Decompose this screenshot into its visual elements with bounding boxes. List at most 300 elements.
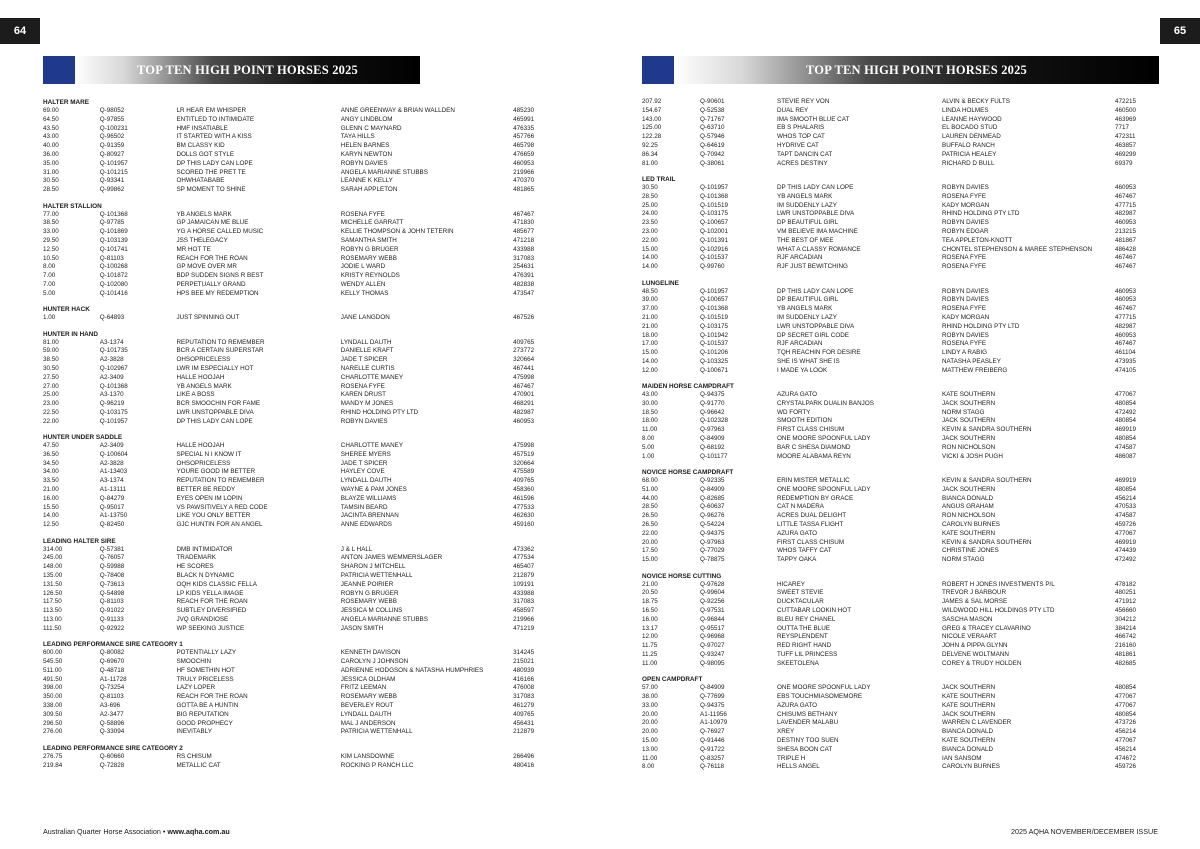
horse-name: GP MOVE OVER MR xyxy=(176,263,237,271)
horse-name: IMA SMOOTH BLUE CAT xyxy=(777,115,850,123)
member-number: 473547 xyxy=(513,289,535,297)
owner-name: KATE SOUTHERN xyxy=(942,391,996,399)
member-number: 468291 xyxy=(513,400,535,408)
points: 14.00 xyxy=(642,263,658,271)
horse-name: WHOS TOP CAT xyxy=(777,133,825,141)
points: 18.75 xyxy=(642,598,658,606)
table-row xyxy=(642,116,1156,125)
points: 511.00 xyxy=(43,666,62,674)
table-row xyxy=(43,272,543,281)
points: 13.17 xyxy=(642,624,658,632)
table-row xyxy=(43,486,543,495)
registration-number: A3-696 xyxy=(99,701,121,709)
table-row xyxy=(43,255,543,264)
member-number: 459160 xyxy=(513,521,535,529)
table-row xyxy=(642,426,1156,435)
owner-name: MAL J ANDERSON xyxy=(340,719,396,727)
points: 64.50 xyxy=(43,115,59,123)
points: 13.00 xyxy=(642,745,658,753)
points: 10.50 xyxy=(43,254,59,262)
registration-number: Q-91359 xyxy=(99,142,125,150)
points: 43.00 xyxy=(642,391,658,399)
horse-name: HALLE HOOJAH xyxy=(176,373,225,381)
registration-number: Q-54898 xyxy=(99,589,125,597)
owner-name: CHARLOTTE MANEY xyxy=(340,373,404,381)
owner-name: ROSENA FYFE xyxy=(942,340,987,348)
table-row xyxy=(43,142,543,151)
owner-name: ROSENA FYFE xyxy=(340,382,385,390)
owner-name: MATTHEW FREIBERG xyxy=(942,366,1008,374)
member-number: 459726 xyxy=(1115,521,1137,529)
registration-number: Q-94375 xyxy=(700,391,725,399)
points: 1.00 xyxy=(642,452,655,460)
table-row xyxy=(43,116,543,125)
owner-name: BIANCA DONALD xyxy=(942,494,994,502)
category-section xyxy=(642,382,1156,461)
registration-number: Q-100657 xyxy=(700,296,729,304)
horse-name: BCR A CERTAIN SUPERSTAR xyxy=(176,347,264,355)
footer-url[interactable]: www.aqha.com.au xyxy=(167,827,230,836)
points: 30.50 xyxy=(43,364,59,372)
table-row xyxy=(642,444,1156,453)
member-number: 467526 xyxy=(513,314,535,322)
registration-number: Q-68192 xyxy=(700,443,725,451)
owner-name: PATRICIA WETTENHALL xyxy=(340,728,413,736)
registration-number: Q-96219 xyxy=(99,400,125,408)
owner-name: SAMANTHA SMITH xyxy=(340,236,397,244)
table-row xyxy=(642,512,1156,521)
horse-name: YG A HORSE CALLED MUSIC xyxy=(176,228,264,236)
table-row xyxy=(642,746,1156,755)
owner-name: LINDY A RABIG xyxy=(942,349,988,357)
points: 12.00 xyxy=(642,633,658,641)
owner-name: LEANNE K KELLY xyxy=(340,177,393,185)
owner-name: ROSENA FYFE xyxy=(942,254,987,262)
registration-number: Q-76118 xyxy=(700,763,725,771)
registration-number: Q-103175 xyxy=(700,210,729,218)
table-row xyxy=(642,210,1156,219)
category-section xyxy=(43,640,543,737)
table-row xyxy=(642,607,1156,616)
registration-number: Q-84909 xyxy=(700,435,725,443)
horse-name: REDEMPTION BY GRACE xyxy=(777,494,854,502)
horse-name: DP THIS LADY CAN LOPE xyxy=(777,287,854,295)
table-row xyxy=(642,486,1156,495)
registration-number: A1-13403 xyxy=(99,468,128,476)
points: 7.00 xyxy=(43,280,56,288)
registration-number: Q-48718 xyxy=(99,666,125,674)
horse-name: WHOS TAFFY CAT xyxy=(777,547,832,555)
horse-name: AZURA GATO xyxy=(777,701,818,709)
horse-name: CRYSTALPARK DUALIN BANJOS xyxy=(777,399,874,407)
registration-number: Q-101537 xyxy=(700,340,729,348)
table-row xyxy=(43,468,543,477)
owner-name: ROBYN G BRUGER xyxy=(340,245,399,253)
member-number: 485677 xyxy=(513,228,535,236)
points: 143.00 xyxy=(642,115,662,123)
points: 8.00 xyxy=(43,263,56,271)
category-section xyxy=(43,98,543,195)
banner-title: TOP TEN HIGH POINT HORSES 2025 xyxy=(674,56,1159,84)
horse-name: DP BEAUTIFUL GIRL xyxy=(777,296,839,304)
owner-name: JOHN & PIPPA GLYNN xyxy=(942,642,1008,650)
horse-name: JUST SPINNING OUT xyxy=(176,314,240,322)
owner-name: NICOLE VERAART xyxy=(942,633,997,641)
table-row xyxy=(642,367,1156,376)
table-row xyxy=(43,554,543,563)
member-number: 466742 xyxy=(1115,633,1137,641)
horse-name: YB ANGELS MARK xyxy=(176,210,232,218)
owner-name: ANGUS GRAHAM xyxy=(942,503,994,511)
horse-name: LWR UNSTOPPABLE DIVA xyxy=(777,322,855,330)
horse-name: SHE IS WHAT SHE IS xyxy=(777,357,840,365)
registration-number: Q-99604 xyxy=(700,589,725,597)
table-row xyxy=(43,314,543,323)
owner-name: BUFFALO RANCH xyxy=(942,141,995,149)
member-number: 433988 xyxy=(513,245,535,253)
points: 40.00 xyxy=(43,142,59,150)
points: 31.00 xyxy=(43,168,59,176)
registration-number: Q-80082 xyxy=(99,649,125,657)
banner-accent xyxy=(642,56,674,84)
table-row xyxy=(43,263,543,272)
horse-name: JSS THELEGACY xyxy=(176,236,228,244)
registration-number: Q-82685 xyxy=(700,494,725,502)
registration-number: Q-82450 xyxy=(99,521,125,529)
horse-name: BIG REPUTATION xyxy=(176,710,229,718)
table-row xyxy=(642,495,1156,504)
category-section xyxy=(43,202,543,299)
horse-name: SUBTLEY DIVERSIFIED xyxy=(176,607,247,615)
horse-name: HYDRIVE CAT xyxy=(777,141,819,149)
registration-number: Q-101957 xyxy=(99,159,128,167)
member-number: 469299 xyxy=(1115,150,1137,158)
horse-name: YOURE GOOD IM BETTER xyxy=(176,468,256,476)
horse-name: ONE MOORE SPOONFUL LADY xyxy=(777,435,871,443)
horse-name: ERIN MISTER METALLIC xyxy=(777,477,850,485)
table-row xyxy=(43,160,543,169)
points: 86.34 xyxy=(642,150,658,158)
table-row xyxy=(642,530,1156,539)
member-number: 467467 xyxy=(1115,305,1137,313)
registration-number: Q-73254 xyxy=(99,684,125,692)
table-row xyxy=(642,737,1156,746)
table-row xyxy=(642,160,1156,169)
owner-name: ROCKING P RANCH LLC xyxy=(340,761,414,769)
horse-name: BM CLASSY KID xyxy=(176,142,225,150)
horse-name: LWR UNSTOPPABLE DIVA xyxy=(176,408,254,416)
horse-name: ONE MOORE SPOONFUL LADY xyxy=(777,485,871,493)
footer-issue: 2025 AQHA NOVEMBER/DECEMBER ISSUE xyxy=(1011,827,1158,836)
member-number: 485230 xyxy=(513,107,535,114)
owner-name: SHEREE MYERS xyxy=(340,450,391,458)
points: 36.50 xyxy=(43,450,59,458)
registration-number: Q-101872 xyxy=(99,272,128,280)
horse-name: PERPETUALLY GRAND xyxy=(176,280,246,288)
table-row xyxy=(642,263,1156,272)
points: 20.00 xyxy=(642,710,658,718)
table-row xyxy=(642,642,1156,651)
member-number: 481867 xyxy=(1115,236,1137,244)
horse-name: REACH FOR THE ROAN xyxy=(176,598,248,606)
owner-name: LAUREN DENMEAD xyxy=(942,133,1001,141)
horse-name: RJF ARCADIAN xyxy=(777,254,823,262)
horse-name: DP BEAUTIFUL GIRL xyxy=(777,219,839,227)
registration-number: Q-101957 xyxy=(99,417,128,425)
member-number: 465407 xyxy=(513,563,535,571)
horse-name: TRIPLE H xyxy=(777,754,806,762)
horse-name: DP SECRET GIRL CODE xyxy=(777,331,849,339)
registration-number: Q-95517 xyxy=(700,624,725,632)
owner-name: JADE T SPICER xyxy=(340,459,388,467)
registration-number: Q-60637 xyxy=(700,503,725,511)
horse-name: BDP SUDDEN SIGNS R BEST xyxy=(176,272,264,280)
member-number: 459726 xyxy=(1115,763,1137,771)
owner-name: PATRICIA HEALEY xyxy=(942,150,997,158)
member-number: 212879 xyxy=(513,572,535,580)
owner-name: JANE LANGDON xyxy=(340,314,390,322)
category-section xyxy=(43,537,543,634)
points: 1.00 xyxy=(43,314,56,322)
horse-name: CHISUMS BETHANY xyxy=(777,710,838,718)
points: 22.00 xyxy=(642,529,658,537)
owner-name: TAMSIN BEARD xyxy=(340,503,388,511)
owner-name: BLAYZE WILLIAMS xyxy=(340,494,397,502)
table-row xyxy=(642,693,1156,702)
points: 33.00 xyxy=(43,228,59,236)
member-number: 481861 xyxy=(1115,651,1137,658)
registration-number: Q-101942 xyxy=(700,331,729,339)
registration-number: Q-92256 xyxy=(700,598,725,606)
owner-name: CHARLOTTE MANEY xyxy=(340,442,404,450)
owner-name: NATASHA PEASLEY xyxy=(942,357,1001,365)
horse-name: OHSOPRICELESS xyxy=(176,459,231,467)
points: 38.00 xyxy=(642,692,658,700)
horse-name: GP JAMAICAN ME BLUE xyxy=(176,219,249,227)
member-number: 460953 xyxy=(1115,331,1137,339)
points: 122.28 xyxy=(642,133,662,141)
member-number: 475998 xyxy=(513,373,535,381)
registration-number: Q-102916 xyxy=(700,245,729,253)
owner-name: RICHARD D BULL xyxy=(942,159,995,167)
member-number: 456214 xyxy=(1115,745,1137,753)
horse-name: INEVITABLY xyxy=(176,728,212,736)
member-number: 476008 xyxy=(513,684,535,692)
registration-number: Q-84279 xyxy=(99,494,125,502)
horse-name: WHAT A CLASSY ROMANCE xyxy=(777,245,861,253)
table-row xyxy=(43,365,543,374)
registration-number: Q-97963 xyxy=(700,426,725,434)
horse-name: HPS BEE MY REDEMPTION xyxy=(176,289,259,297)
table-row xyxy=(43,711,543,720)
points: 22.00 xyxy=(642,236,658,244)
registration-number: Q-33094 xyxy=(99,728,125,736)
table-row xyxy=(642,151,1156,160)
points: 36.00 xyxy=(43,150,59,158)
member-number: 477067 xyxy=(1115,692,1137,700)
owner-name: ANGELA MARIANNE STUBBS xyxy=(340,168,428,176)
member-number: 462630 xyxy=(513,512,535,520)
points: 59.00 xyxy=(43,347,59,355)
owner-name: KENNETH DAVISON xyxy=(340,649,401,657)
owner-name: JESSICA M COLLINS xyxy=(340,607,403,615)
owner-name: PATRICIA WETTENHALL xyxy=(340,572,413,580)
points: 24.00 xyxy=(642,210,658,218)
points: 22.00 xyxy=(43,417,59,425)
table-row xyxy=(642,184,1156,193)
horse-name: DUAL REY xyxy=(777,106,809,114)
member-number: 471912 xyxy=(1115,598,1137,606)
points: 15.00 xyxy=(642,245,658,253)
registration-number: Q-99862 xyxy=(99,186,125,194)
owner-name: KIM LANSDOWNE xyxy=(340,752,395,760)
horse-name: DOLLS GOT STYLE xyxy=(176,150,235,158)
member-number: 480854 xyxy=(1115,417,1137,425)
member-number: 460953 xyxy=(513,159,535,167)
horse-name: OUTTA THE BLUE xyxy=(777,624,830,632)
points: 338.00 xyxy=(43,701,63,709)
owner-name: JEANNE POIRIER xyxy=(340,580,394,588)
registration-number: Q-97963 xyxy=(700,538,725,546)
points: 20.50 xyxy=(642,589,658,597)
table-row xyxy=(43,762,543,771)
registration-number: Q-76057 xyxy=(99,554,125,562)
registration-number: A3-1374 xyxy=(99,477,124,485)
owner-name: JACK SOUTHERN xyxy=(942,485,996,493)
member-number: 482685 xyxy=(1115,659,1137,667)
table-row xyxy=(43,125,543,134)
member-number: 215021 xyxy=(513,658,535,665)
owner-name: LYNDALL DAUTH xyxy=(340,710,392,718)
table-row xyxy=(642,349,1156,358)
table-row xyxy=(43,753,543,762)
registration-number: Q-102967 xyxy=(99,364,128,372)
member-number: 470370 xyxy=(513,177,535,185)
table-row xyxy=(43,521,543,530)
member-number: 475589 xyxy=(513,468,535,476)
owner-name: ROBYN G BRUGER xyxy=(340,589,399,597)
table-row xyxy=(43,186,543,195)
registration-number: Q-100231 xyxy=(99,124,128,132)
member-number: 486428 xyxy=(1115,245,1137,253)
member-number: 320664 xyxy=(513,356,535,364)
horse-name: YB ANGELS MARK xyxy=(777,192,833,200)
page-number-left: 64 xyxy=(0,18,40,44)
points: 48.50 xyxy=(642,287,658,295)
member-number: 471830 xyxy=(513,219,535,227)
member-number: 320664 xyxy=(513,459,535,467)
points: 276.00 xyxy=(43,728,63,736)
category-title: HALTER STALLION xyxy=(43,202,102,210)
registration-number: Q-63710 xyxy=(700,124,725,132)
registration-number: Q-92922 xyxy=(99,624,125,632)
horse-name: STEVIE REY VON xyxy=(777,98,830,105)
horse-name: HICAREY xyxy=(777,580,805,588)
member-number: 456214 xyxy=(1115,728,1137,736)
member-number: 475998 xyxy=(513,442,535,450)
points: 29.50 xyxy=(43,236,59,244)
table-row xyxy=(43,607,543,616)
table-row xyxy=(642,581,1156,590)
registration-number: Q-103175 xyxy=(700,322,729,330)
table-row xyxy=(43,409,543,418)
points: 51.00 xyxy=(642,485,658,493)
table-row xyxy=(43,598,543,607)
registration-number: Q-96642 xyxy=(700,408,725,416)
points: 92.25 xyxy=(642,141,658,149)
owner-name: KELLY THOMAS xyxy=(340,289,389,297)
points: 27.00 xyxy=(43,382,59,390)
owner-name: JACK SOUTHERN xyxy=(942,399,996,407)
category-title: HUNTER UNDER SADDLE xyxy=(43,434,123,442)
horse-name: GOOD PROPHECY xyxy=(176,719,233,727)
table-row xyxy=(642,719,1156,728)
points: 26.50 xyxy=(642,521,658,529)
registration-number: Q-103139 xyxy=(99,236,128,244)
member-number: 472492 xyxy=(1115,556,1137,564)
member-number: 460953 xyxy=(1115,287,1137,295)
member-number: 273772 xyxy=(513,347,535,355)
horse-name: ENTITLED TO INTIMIDATE xyxy=(176,115,255,123)
points: 7.00 xyxy=(43,272,56,280)
points: 20.00 xyxy=(642,538,658,546)
horse-name: DP THIS LADY CAN LOPE xyxy=(176,417,253,425)
member-number: 317083 xyxy=(513,254,535,262)
points: 33.00 xyxy=(642,701,658,709)
table-row xyxy=(43,684,543,693)
owner-name: ROBYN DAVIES xyxy=(942,287,989,295)
registration-number: Q-72828 xyxy=(99,761,125,769)
points: 8.00 xyxy=(642,435,655,443)
owner-name: RHIND HOLDING PTY LTD xyxy=(942,210,1020,218)
horse-name: LWR IM ESPECIALLY HOT xyxy=(176,364,254,372)
owner-name: MICHELLE GARRATT xyxy=(340,219,404,227)
registration-number: Q-101391 xyxy=(700,236,729,244)
table-row xyxy=(43,151,543,160)
points: 21.00 xyxy=(43,486,59,494)
table-row xyxy=(43,237,543,246)
horse-name: YB ANGELS MARK xyxy=(777,305,833,313)
owner-name: FRITZ LEEMAN xyxy=(340,684,387,692)
horse-name: SMOOTH EDITION xyxy=(777,417,832,425)
member-number: 477715 xyxy=(1115,313,1137,321)
table-row xyxy=(642,332,1156,341)
table-row xyxy=(43,339,543,348)
table-row xyxy=(642,503,1156,512)
owner-name: KATE SOUTHERN xyxy=(942,701,996,709)
table-row xyxy=(43,546,543,555)
table-row xyxy=(43,460,543,469)
owner-name: ANGY LINDBLOM xyxy=(340,115,393,123)
member-number: 7717 xyxy=(1115,124,1130,132)
member-number: 478182 xyxy=(1115,580,1137,588)
points: 111.50 xyxy=(43,624,62,632)
points: 23.50 xyxy=(642,219,658,227)
table-row xyxy=(43,649,543,658)
points: 14.00 xyxy=(642,254,658,262)
horse-name: TRADEMARK xyxy=(176,554,216,562)
member-number: 460953 xyxy=(1115,219,1137,227)
table-row xyxy=(43,374,543,383)
owner-name: ANTON JAMES WEMMERSLAGER xyxy=(340,554,443,562)
member-number: 474105 xyxy=(1115,366,1137,374)
points: 15.50 xyxy=(43,503,59,511)
registration-number: Q-77029 xyxy=(700,547,725,555)
category-title: NOVICE HORSE CUTTING xyxy=(642,572,722,580)
registration-number: Q-81103 xyxy=(99,598,124,606)
table-row xyxy=(642,435,1156,444)
registration-number: Q-96968 xyxy=(700,633,725,641)
